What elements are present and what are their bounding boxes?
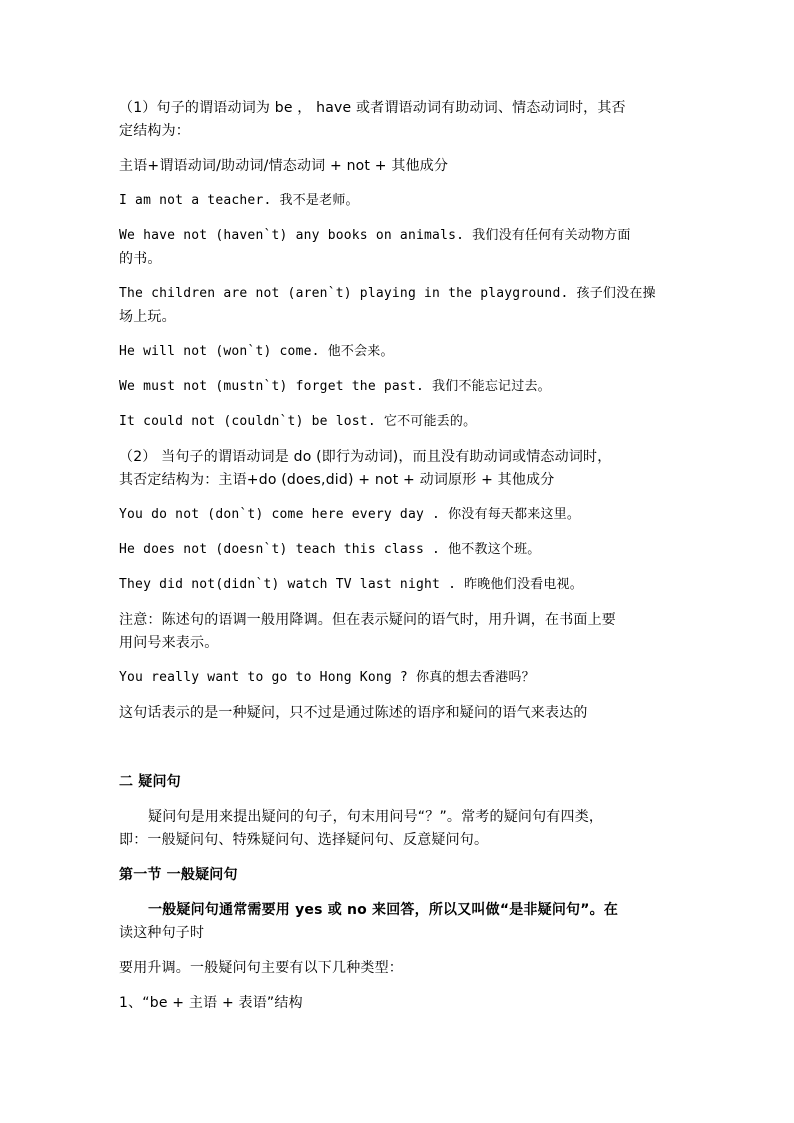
explanation-line: 这句话表示的是一种疑问，只不过是通过陈述的语序和疑问的语气来表达的: [119, 705, 588, 721]
example-sentence: He will not (won`t) come. 他不会来。: [119, 344, 394, 359]
intro-paragraph-line-1: 疑问句是用来提出疑问的句子，句末用问号“？”。常考的疑问句有四类，: [148, 809, 604, 825]
example-sentence: We must not (mustn`t) forget the past. 我们不能忘记过去。: [119, 379, 551, 394]
example-sentence: He does not (doesn`t) teach this class . 他不教这个班。: [119, 542, 541, 557]
definition-paragraph-line-2: 读这种句子时: [119, 925, 205, 941]
example-sentence: It could not (couldn`t) be lost. 它不可能丢的。: [119, 414, 477, 429]
type-1-heading: 1、“be + 主语 + 表语”结构: [119, 995, 303, 1011]
note-paragraph-line-2: 用问号来表示。: [119, 635, 219, 651]
example-sentence: You do not (don`t) come here every day . 你没有每天都来这里。: [119, 507, 581, 522]
paragraph-rule-2-line-2: 其否定结构为：主语+do (does,did) + not + 动词原形 + 其他成分: [119, 472, 555, 488]
paragraph-rule-2-line-1: （2） 当句子的谓语动词是 do (即行为动词)，而且没有助动词或情态动词时，: [119, 449, 612, 465]
example-sentence-continuation: 场上玩。: [119, 309, 176, 325]
example-sentence: I am not a teacher. 我不是老师。: [119, 193, 359, 208]
note-paragraph-line-1: 注意：陈述句的语调一般用降调。但在表示疑问的语气时，用升调，在书面上要: [119, 612, 616, 628]
example-sentence: The children are not (aren`t) playing in the playground. 孩子们没在操: [119, 286, 656, 301]
intro-paragraph-line-2: 即：一般疑问句、特殊疑问句、选择疑问句、反意疑问句。: [119, 832, 489, 848]
section-heading: 二 疑问句: [119, 774, 181, 790]
paragraph-rule-1-line-2: 定结构为：: [119, 123, 190, 139]
paragraph-rule-1-line-1: （1）句子的谓语动词为 be ， have 或者谓语动词有助动词、情态动词时，其否: [119, 100, 626, 116]
subsection-heading: 第一节 一般疑问句: [119, 867, 238, 883]
definition-paragraph-line-1: 一般疑问句通常需要用 yes 或 no 来回答，所以又叫做“是非疑问句”。在: [148, 902, 619, 918]
example-sentence: We have not (haven`t) any books on animals. 我们没有任何有关动物方面: [119, 228, 631, 243]
example-sentence-continuation: 的书。: [119, 251, 162, 267]
example-sentence: You really want to go to Hong Kong ? 你真的想去香港吗？: [119, 670, 535, 685]
types-intro-line: 要用升调。一般疑问句主要有以下几种类型：: [119, 960, 403, 976]
example-sentence: They did not(didn`t) watch TV last night . 昨晚他们没看电视。: [119, 577, 583, 592]
structure-formula-1: 主语+谓语动词/助动词/情态动词 + not + 其他成分: [119, 158, 449, 174]
